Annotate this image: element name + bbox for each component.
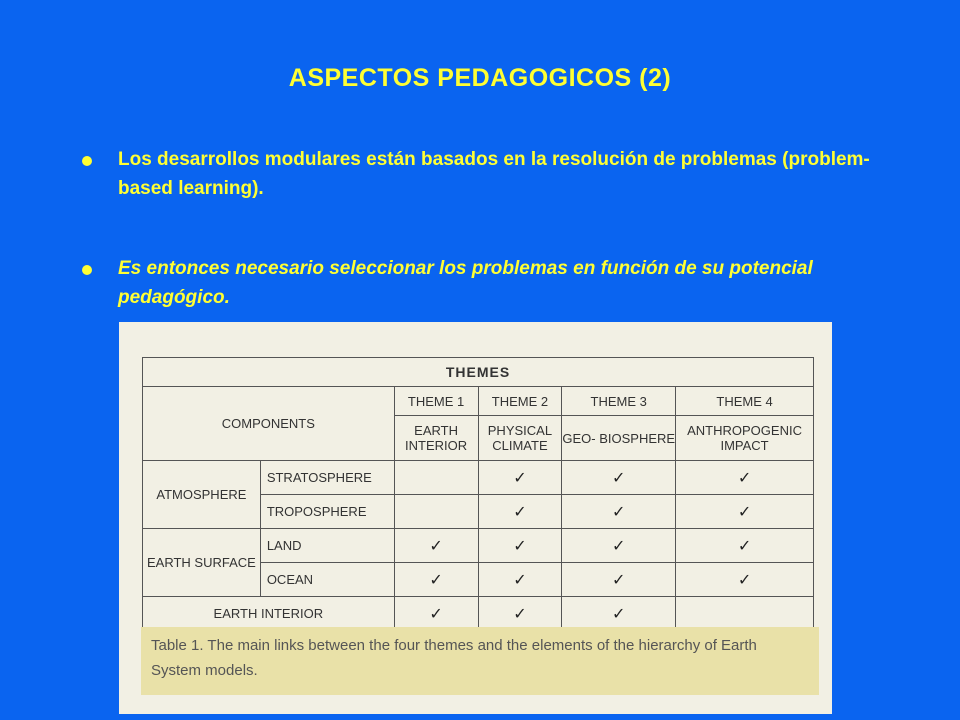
check-icon: ✓ <box>394 529 478 563</box>
theme-1-num: THEME 1 <box>394 387 478 416</box>
check-icon: ✓ <box>676 529 814 563</box>
table-row <box>143 461 814 495</box>
themes-table <box>142 357 814 631</box>
check-icon <box>394 461 478 495</box>
check-icon: ✓ <box>394 563 478 597</box>
check-icon: ✓ <box>478 529 562 563</box>
row-label: OCEAN <box>260 563 394 597</box>
row-label: TROPOSPHERE <box>260 495 394 529</box>
check-icon: ✓ <box>562 597 676 631</box>
check-icon: ✓ <box>478 461 562 495</box>
theme-4-num: THEME 4 <box>676 387 814 416</box>
check-icon: ✓ <box>478 597 562 631</box>
group-earth-surface: EARTH SURFACE <box>143 529 261 597</box>
bullet-dot-icon <box>82 156 92 166</box>
slide-title: ASPECTOS PEDAGOGICOS (2) <box>288 64 672 92</box>
check-icon: ✓ <box>562 529 676 563</box>
table-header: THEMES <box>143 358 814 387</box>
check-icon <box>394 495 478 529</box>
theme-3-name: GEO- BIOSPHERE <box>562 416 676 461</box>
theme-4-name: ANTHROPOGENIC IMPACT <box>676 416 814 461</box>
bullet-dot-icon <box>82 265 92 275</box>
theme-2-num: THEME 2 <box>478 387 562 416</box>
bullet-1-text: Los desarrollos modulares están basados en la resolución de problemas (problem-based learning). <box>118 149 870 199</box>
check-icon: ✓ <box>562 495 676 529</box>
check-icon: ✓ <box>478 563 562 597</box>
theme-3-num: THEME 3 <box>562 387 676 416</box>
group-atmosphere: ATMOSPHERE <box>143 461 261 529</box>
scanned-table-image <box>119 322 832 714</box>
theme-1-name: EARTH INTERIOR <box>394 416 478 461</box>
table-caption: Table 1. The main links between the four themes and the elements of the hierarchy of Earth System models. <box>141 627 819 695</box>
check-icon: ✓ <box>676 563 814 597</box>
check-icon: ✓ <box>676 495 814 529</box>
check-icon <box>676 597 814 631</box>
row-label: EARTH INTERIOR <box>143 597 395 631</box>
check-icon: ✓ <box>676 461 814 495</box>
table-row <box>143 529 814 563</box>
table-row <box>143 597 814 631</box>
components-label: COMPONENTS <box>143 387 395 461</box>
check-icon: ✓ <box>394 597 478 631</box>
row-label: STRATOSPHERE <box>260 461 394 495</box>
check-icon: ✓ <box>562 461 676 495</box>
bullet-2-text: Es entonces necesario seleccionar los problemas en función de su potencial pedagógico. <box>118 258 813 308</box>
theme-2-name: PHYSICAL CLIMATE <box>478 416 562 461</box>
row-label: LAND <box>260 529 394 563</box>
check-icon: ✓ <box>478 495 562 529</box>
check-icon: ✓ <box>562 563 676 597</box>
